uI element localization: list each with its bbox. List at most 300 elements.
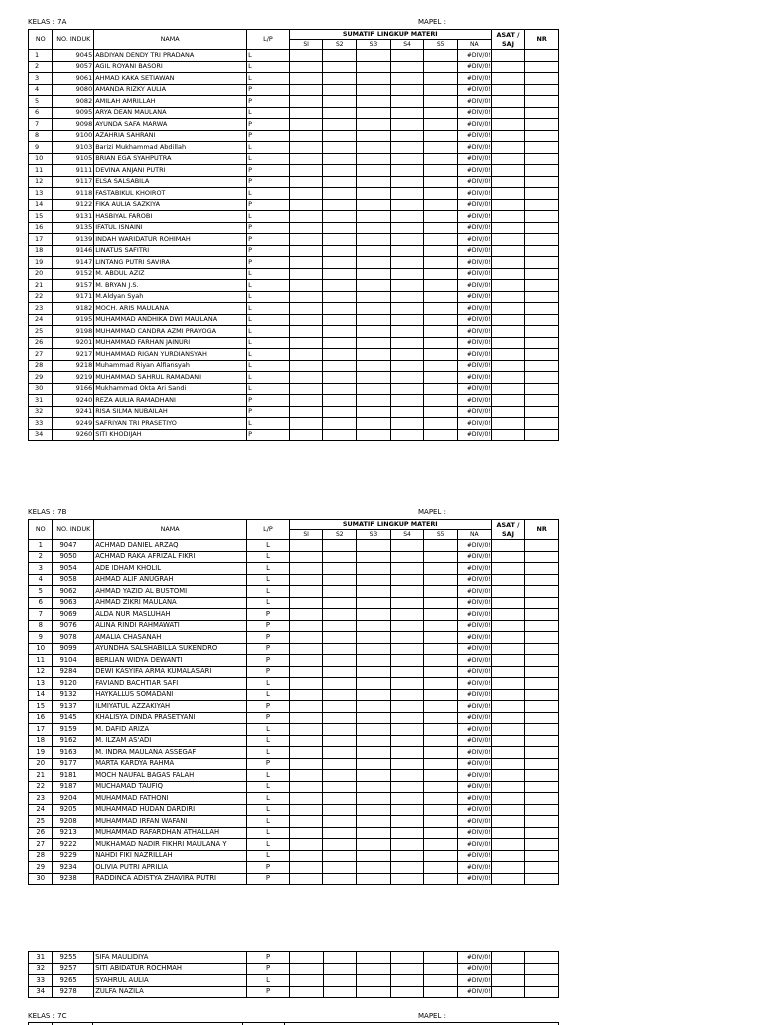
score-s5-cell[interactable] — [424, 816, 458, 828]
score-s1-cell[interactable] — [289, 816, 323, 828]
score-s1-cell[interactable] — [289, 107, 323, 119]
score-s5-cell[interactable] — [424, 349, 458, 361]
score-s2-cell[interactable] — [323, 360, 357, 372]
score-s1-cell[interactable] — [289, 804, 323, 816]
score-s1-cell[interactable] — [289, 873, 323, 885]
score-nr-cell[interactable] — [525, 211, 559, 223]
score-s2-cell[interactable] — [323, 747, 357, 759]
score-s3-cell[interactable] — [357, 153, 391, 165]
score-s4-cell[interactable] — [390, 986, 424, 998]
score-s4-cell[interactable] — [390, 551, 424, 563]
score-s1-cell[interactable] — [289, 360, 323, 372]
score-s3-cell[interactable] — [357, 406, 391, 418]
score-s3-cell[interactable] — [357, 234, 391, 246]
score-nr-cell[interactable] — [525, 597, 559, 609]
score-s5-cell[interactable] — [424, 268, 458, 280]
score-nr-cell[interactable] — [525, 50, 559, 62]
score-s4-cell[interactable] — [390, 747, 424, 759]
score-s1-cell[interactable] — [289, 326, 323, 338]
score-nr-cell[interactable] — [525, 418, 559, 430]
score-s4-cell[interactable] — [390, 188, 424, 200]
score-asat-cell[interactable] — [491, 597, 525, 609]
score-asat-cell[interactable] — [491, 827, 525, 839]
score-nr-cell[interactable] — [525, 712, 559, 724]
score-s5-cell[interactable] — [424, 758, 458, 770]
score-s3-cell[interactable] — [357, 655, 391, 667]
score-nr-cell[interactable] — [525, 873, 559, 885]
score-nr-cell[interactable] — [525, 781, 559, 793]
score-s1-cell[interactable] — [289, 96, 323, 108]
score-s4-cell[interactable] — [390, 862, 424, 874]
score-s2-cell[interactable] — [323, 84, 357, 96]
score-nr-cell[interactable] — [525, 130, 559, 142]
score-s5-cell[interactable] — [424, 678, 458, 690]
score-asat-cell[interactable] — [491, 975, 525, 987]
score-s1-cell[interactable] — [289, 724, 323, 736]
score-nr-cell[interactable] — [525, 303, 559, 315]
score-s5-cell[interactable] — [424, 724, 458, 736]
score-nr-cell[interactable] — [525, 406, 559, 418]
score-s2-cell[interactable] — [323, 73, 357, 85]
score-s5-cell[interactable] — [424, 176, 458, 188]
score-s4-cell[interactable] — [390, 50, 424, 62]
score-asat-cell[interactable] — [491, 303, 525, 315]
score-s3-cell[interactable] — [357, 804, 391, 816]
score-s4-cell[interactable] — [390, 540, 424, 552]
score-s1-cell[interactable] — [289, 280, 323, 292]
score-s4-cell[interactable] — [390, 770, 424, 782]
score-asat-cell[interactable] — [491, 724, 525, 736]
score-s2-cell[interactable] — [323, 712, 357, 724]
score-asat-cell[interactable] — [491, 781, 525, 793]
score-s3-cell[interactable] — [357, 735, 391, 747]
score-s1-cell[interactable] — [289, 372, 323, 384]
score-s2-cell[interactable] — [323, 827, 357, 839]
score-s1-cell[interactable] — [289, 211, 323, 223]
score-s2-cell[interactable] — [323, 303, 357, 315]
score-nr-cell[interactable] — [525, 804, 559, 816]
score-s1-cell[interactable] — [289, 563, 323, 575]
score-nr-cell[interactable] — [525, 689, 559, 701]
score-asat-cell[interactable] — [491, 245, 525, 257]
score-s2-cell[interactable] — [323, 61, 357, 73]
score-s4-cell[interactable] — [390, 280, 424, 292]
score-asat-cell[interactable] — [491, 372, 525, 384]
score-s3-cell[interactable] — [357, 360, 391, 372]
score-asat-cell[interactable] — [491, 689, 525, 701]
score-s4-cell[interactable] — [390, 107, 424, 119]
score-s1-cell[interactable] — [289, 84, 323, 96]
score-nr-cell[interactable] — [525, 747, 559, 759]
score-nr-cell[interactable] — [525, 383, 559, 395]
score-nr-cell[interactable] — [525, 96, 559, 108]
score-s1-cell[interactable] — [289, 176, 323, 188]
score-s1-cell[interactable] — [289, 781, 323, 793]
score-nr-cell[interactable] — [525, 245, 559, 257]
score-s3-cell[interactable] — [357, 643, 391, 655]
score-s3-cell[interactable] — [357, 724, 391, 736]
score-s4-cell[interactable] — [390, 84, 424, 96]
score-nr-cell[interactable] — [525, 986, 559, 998]
score-s1-cell[interactable] — [289, 678, 323, 690]
score-s2-cell[interactable] — [323, 873, 357, 885]
score-s2-cell[interactable] — [323, 597, 357, 609]
score-s4-cell[interactable] — [390, 724, 424, 736]
score-s3-cell[interactable] — [357, 770, 391, 782]
score-s2-cell[interactable] — [323, 418, 357, 430]
score-s2-cell[interactable] — [323, 96, 357, 108]
score-s5-cell[interactable] — [424, 747, 458, 759]
score-s5-cell[interactable] — [424, 563, 458, 575]
score-s4-cell[interactable] — [390, 655, 424, 667]
score-s5-cell[interactable] — [424, 303, 458, 315]
score-s2-cell[interactable] — [323, 199, 357, 211]
score-s5-cell[interactable] — [424, 84, 458, 96]
score-asat-cell[interactable] — [491, 211, 525, 223]
score-s1-cell[interactable] — [289, 234, 323, 246]
score-s5-cell[interactable] — [424, 781, 458, 793]
score-s1-cell[interactable] — [289, 383, 323, 395]
score-s1-cell[interactable] — [289, 199, 323, 211]
score-s3-cell[interactable] — [357, 418, 391, 430]
score-s5-cell[interactable] — [424, 655, 458, 667]
score-s2-cell[interactable] — [323, 234, 357, 246]
score-asat-cell[interactable] — [491, 632, 525, 644]
score-asat-cell[interactable] — [491, 349, 525, 361]
score-s2-cell[interactable] — [323, 429, 357, 441]
score-nr-cell[interactable] — [525, 850, 559, 862]
score-asat-cell[interactable] — [491, 383, 525, 395]
score-s1-cell[interactable] — [289, 609, 323, 621]
score-s4-cell[interactable] — [390, 372, 424, 384]
score-s3-cell[interactable] — [357, 678, 391, 690]
score-s5-cell[interactable] — [424, 620, 458, 632]
score-s2-cell[interactable] — [323, 839, 357, 851]
score-s2-cell[interactable] — [323, 975, 357, 987]
score-asat-cell[interactable] — [491, 314, 525, 326]
score-asat-cell[interactable] — [491, 222, 525, 234]
score-s1-cell[interactable] — [289, 963, 323, 975]
score-s2-cell[interactable] — [323, 952, 357, 964]
score-s2-cell[interactable] — [323, 701, 357, 713]
score-nr-cell[interactable] — [525, 153, 559, 165]
score-s2-cell[interactable] — [323, 540, 357, 552]
score-s1-cell[interactable] — [289, 597, 323, 609]
score-asat-cell[interactable] — [491, 712, 525, 724]
score-s1-cell[interactable] — [289, 314, 323, 326]
score-s4-cell[interactable] — [390, 245, 424, 257]
score-s2-cell[interactable] — [323, 291, 357, 303]
score-s4-cell[interactable] — [390, 975, 424, 987]
score-asat-cell[interactable] — [491, 873, 525, 885]
score-asat-cell[interactable] — [491, 268, 525, 280]
score-s1-cell[interactable] — [289, 245, 323, 257]
score-nr-cell[interactable] — [525, 609, 559, 621]
score-s2-cell[interactable] — [323, 632, 357, 644]
score-nr-cell[interactable] — [525, 234, 559, 246]
score-nr-cell[interactable] — [525, 770, 559, 782]
score-asat-cell[interactable] — [491, 540, 525, 552]
score-s5-cell[interactable] — [424, 839, 458, 851]
score-s1-cell[interactable] — [289, 586, 323, 598]
score-s3-cell[interactable] — [357, 280, 391, 292]
score-s5-cell[interactable] — [424, 862, 458, 874]
score-s3-cell[interactable] — [357, 620, 391, 632]
score-s4-cell[interactable] — [390, 303, 424, 315]
score-nr-cell[interactable] — [525, 349, 559, 361]
score-s3-cell[interactable] — [357, 701, 391, 713]
score-s1-cell[interactable] — [289, 142, 323, 154]
score-asat-cell[interactable] — [491, 73, 525, 85]
score-s5-cell[interactable] — [424, 689, 458, 701]
score-s3-cell[interactable] — [357, 199, 391, 211]
score-s4-cell[interactable] — [390, 291, 424, 303]
score-s5-cell[interactable] — [424, 50, 458, 62]
score-s5-cell[interactable] — [424, 395, 458, 407]
score-nr-cell[interactable] — [525, 655, 559, 667]
score-s2-cell[interactable] — [323, 326, 357, 338]
score-s1-cell[interactable] — [289, 770, 323, 782]
score-s2-cell[interactable] — [323, 643, 357, 655]
score-asat-cell[interactable] — [491, 586, 525, 598]
score-s4-cell[interactable] — [390, 429, 424, 441]
score-s2-cell[interactable] — [323, 211, 357, 223]
score-s5-cell[interactable] — [424, 337, 458, 349]
score-nr-cell[interactable] — [525, 586, 559, 598]
score-s3-cell[interactable] — [357, 61, 391, 73]
score-asat-cell[interactable] — [491, 839, 525, 851]
score-s4-cell[interactable] — [390, 383, 424, 395]
score-asat-cell[interactable] — [491, 96, 525, 108]
score-s3-cell[interactable] — [357, 291, 391, 303]
score-nr-cell[interactable] — [525, 632, 559, 644]
score-s4-cell[interactable] — [390, 839, 424, 851]
score-asat-cell[interactable] — [491, 418, 525, 430]
score-s2-cell[interactable] — [323, 153, 357, 165]
score-s3-cell[interactable] — [357, 429, 391, 441]
score-s2-cell[interactable] — [323, 804, 357, 816]
score-s5-cell[interactable] — [424, 73, 458, 85]
score-s5-cell[interactable] — [424, 975, 458, 987]
score-s4-cell[interactable] — [390, 222, 424, 234]
score-s1-cell[interactable] — [289, 337, 323, 349]
score-nr-cell[interactable] — [525, 975, 559, 987]
score-s3-cell[interactable] — [357, 816, 391, 828]
score-s5-cell[interactable] — [424, 609, 458, 621]
score-s4-cell[interactable] — [390, 165, 424, 177]
score-s4-cell[interactable] — [390, 142, 424, 154]
score-s3-cell[interactable] — [357, 793, 391, 805]
score-nr-cell[interactable] — [525, 952, 559, 964]
score-asat-cell[interactable] — [491, 280, 525, 292]
score-nr-cell[interactable] — [525, 620, 559, 632]
score-nr-cell[interactable] — [525, 551, 559, 563]
score-s5-cell[interactable] — [424, 142, 458, 154]
score-nr-cell[interactable] — [525, 257, 559, 269]
score-asat-cell[interactable] — [491, 199, 525, 211]
score-s1-cell[interactable] — [289, 188, 323, 200]
score-nr-cell[interactable] — [525, 119, 559, 131]
score-nr-cell[interactable] — [525, 563, 559, 575]
score-nr-cell[interactable] — [525, 61, 559, 73]
score-s3-cell[interactable] — [357, 326, 391, 338]
score-s2-cell[interactable] — [323, 816, 357, 828]
score-s5-cell[interactable] — [424, 574, 458, 586]
score-nr-cell[interactable] — [525, 142, 559, 154]
score-s3-cell[interactable] — [357, 952, 391, 964]
score-nr-cell[interactable] — [525, 165, 559, 177]
score-nr-cell[interactable] — [525, 963, 559, 975]
score-s3-cell[interactable] — [357, 986, 391, 998]
score-s2-cell[interactable] — [323, 781, 357, 793]
score-s5-cell[interactable] — [424, 165, 458, 177]
score-s5-cell[interactable] — [424, 551, 458, 563]
score-s1-cell[interactable] — [289, 862, 323, 874]
score-s3-cell[interactable] — [357, 84, 391, 96]
score-s4-cell[interactable] — [390, 406, 424, 418]
score-s2-cell[interactable] — [323, 406, 357, 418]
score-s2-cell[interactable] — [323, 395, 357, 407]
score-s3-cell[interactable] — [357, 383, 391, 395]
score-s1-cell[interactable] — [289, 850, 323, 862]
score-s5-cell[interactable] — [424, 314, 458, 326]
score-s2-cell[interactable] — [323, 862, 357, 874]
score-s1-cell[interactable] — [289, 61, 323, 73]
score-s5-cell[interactable] — [424, 735, 458, 747]
score-s4-cell[interactable] — [390, 418, 424, 430]
score-s4-cell[interactable] — [390, 199, 424, 211]
score-asat-cell[interactable] — [491, 758, 525, 770]
score-s2-cell[interactable] — [323, 850, 357, 862]
score-s5-cell[interactable] — [424, 383, 458, 395]
score-s5-cell[interactable] — [424, 188, 458, 200]
score-s2-cell[interactable] — [323, 770, 357, 782]
score-s1-cell[interactable] — [289, 130, 323, 142]
score-s3-cell[interactable] — [357, 712, 391, 724]
score-s3-cell[interactable] — [357, 586, 391, 598]
score-nr-cell[interactable] — [525, 73, 559, 85]
score-s4-cell[interactable] — [390, 268, 424, 280]
score-s2-cell[interactable] — [323, 176, 357, 188]
score-s5-cell[interactable] — [424, 211, 458, 223]
score-s5-cell[interactable] — [424, 850, 458, 862]
score-s4-cell[interactable] — [390, 689, 424, 701]
score-s5-cell[interactable] — [424, 429, 458, 441]
score-s5-cell[interactable] — [424, 130, 458, 142]
score-s3-cell[interactable] — [357, 873, 391, 885]
score-nr-cell[interactable] — [525, 429, 559, 441]
score-asat-cell[interactable] — [491, 862, 525, 874]
score-s2-cell[interactable] — [323, 107, 357, 119]
score-asat-cell[interactable] — [491, 655, 525, 667]
score-s5-cell[interactable] — [424, 712, 458, 724]
score-s5-cell[interactable] — [424, 540, 458, 552]
score-s3-cell[interactable] — [357, 597, 391, 609]
score-nr-cell[interactable] — [525, 395, 559, 407]
score-s4-cell[interactable] — [390, 850, 424, 862]
score-s2-cell[interactable] — [323, 50, 357, 62]
score-s2-cell[interactable] — [323, 735, 357, 747]
score-nr-cell[interactable] — [525, 360, 559, 372]
score-asat-cell[interactable] — [491, 643, 525, 655]
score-s5-cell[interactable] — [424, 61, 458, 73]
score-s4-cell[interactable] — [390, 804, 424, 816]
score-s4-cell[interactable] — [390, 609, 424, 621]
score-nr-cell[interactable] — [525, 643, 559, 655]
score-s3-cell[interactable] — [357, 245, 391, 257]
score-asat-cell[interactable] — [491, 963, 525, 975]
score-asat-cell[interactable] — [491, 563, 525, 575]
score-s2-cell[interactable] — [323, 188, 357, 200]
score-s3-cell[interactable] — [357, 50, 391, 62]
score-nr-cell[interactable] — [525, 199, 559, 211]
score-s4-cell[interactable] — [390, 620, 424, 632]
score-nr-cell[interactable] — [525, 107, 559, 119]
score-s3-cell[interactable] — [357, 96, 391, 108]
score-s1-cell[interactable] — [289, 50, 323, 62]
score-s4-cell[interactable] — [390, 314, 424, 326]
score-s4-cell[interactable] — [390, 793, 424, 805]
score-asat-cell[interactable] — [491, 429, 525, 441]
score-s1-cell[interactable] — [289, 73, 323, 85]
score-s3-cell[interactable] — [357, 176, 391, 188]
score-s3-cell[interactable] — [357, 827, 391, 839]
score-s2-cell[interactable] — [323, 119, 357, 131]
score-s5-cell[interactable] — [424, 280, 458, 292]
score-s4-cell[interactable] — [390, 758, 424, 770]
score-s2-cell[interactable] — [323, 222, 357, 234]
score-s2-cell[interactable] — [323, 724, 357, 736]
score-asat-cell[interactable] — [491, 609, 525, 621]
score-s3-cell[interactable] — [357, 314, 391, 326]
score-nr-cell[interactable] — [525, 176, 559, 188]
score-s1-cell[interactable] — [289, 986, 323, 998]
score-asat-cell[interactable] — [491, 747, 525, 759]
score-s2-cell[interactable] — [323, 574, 357, 586]
score-s2-cell[interactable] — [323, 963, 357, 975]
score-nr-cell[interactable] — [525, 827, 559, 839]
score-s1-cell[interactable] — [289, 655, 323, 667]
score-s1-cell[interactable] — [289, 827, 323, 839]
score-s1-cell[interactable] — [289, 975, 323, 987]
score-s4-cell[interactable] — [390, 563, 424, 575]
score-s5-cell[interactable] — [424, 643, 458, 655]
score-s3-cell[interactable] — [357, 609, 391, 621]
score-s3-cell[interactable] — [357, 349, 391, 361]
score-asat-cell[interactable] — [491, 61, 525, 73]
score-s5-cell[interactable] — [424, 952, 458, 964]
score-s3-cell[interactable] — [357, 142, 391, 154]
score-s2-cell[interactable] — [323, 349, 357, 361]
score-s1-cell[interactable] — [289, 701, 323, 713]
score-s1-cell[interactable] — [289, 952, 323, 964]
score-s4-cell[interactable] — [390, 349, 424, 361]
score-s3-cell[interactable] — [357, 975, 391, 987]
score-s2-cell[interactable] — [323, 245, 357, 257]
score-nr-cell[interactable] — [525, 574, 559, 586]
score-s5-cell[interactable] — [424, 770, 458, 782]
score-s1-cell[interactable] — [289, 406, 323, 418]
score-s3-cell[interactable] — [357, 165, 391, 177]
score-nr-cell[interactable] — [525, 701, 559, 713]
score-s2-cell[interactable] — [323, 314, 357, 326]
score-s3-cell[interactable] — [357, 850, 391, 862]
score-s5-cell[interactable] — [424, 986, 458, 998]
score-s1-cell[interactable] — [289, 839, 323, 851]
score-s4-cell[interactable] — [390, 586, 424, 598]
score-s5-cell[interactable] — [424, 701, 458, 713]
score-s5-cell[interactable] — [424, 291, 458, 303]
